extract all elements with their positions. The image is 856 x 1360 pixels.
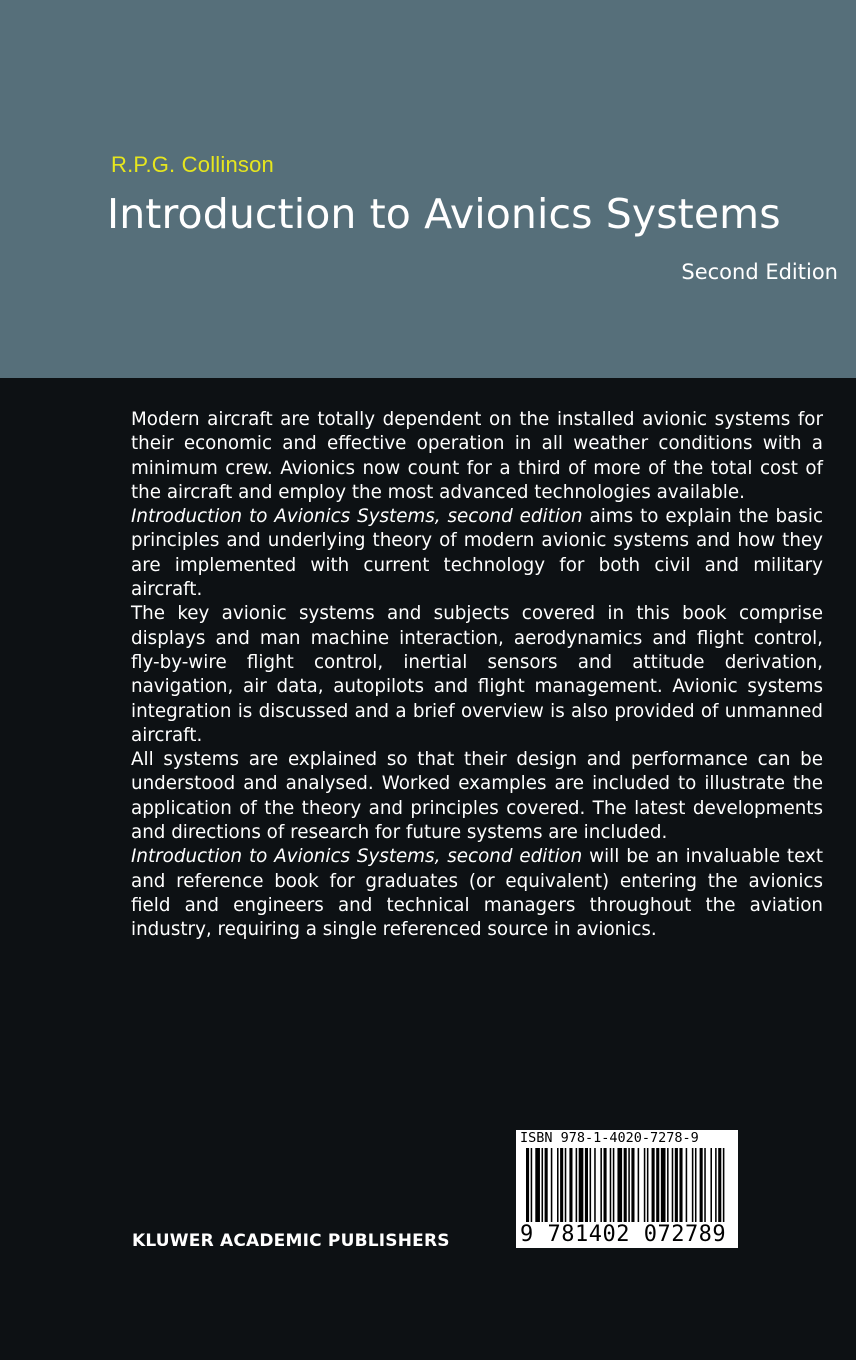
barcode-bar	[700, 1148, 703, 1230]
author-name: R.P.G. Collinson	[111, 152, 274, 177]
barcode-bar	[526, 1148, 529, 1230]
blurb-paragraph-5-text: will be an invaluable text and reference book for graduates (or equivalent) entering the avionics field and engineers and technical managers throughout the aviation industry, requiring a single referenced source in avionics.	[131, 846, 824, 941]
back-cover-blurb	[131, 408, 823, 943]
publisher-name: KLUWER ACADEMIC PUBLISHERS	[132, 1231, 450, 1251]
edition-label: Second Edition	[681, 260, 838, 284]
barcode-bar	[610, 1148, 612, 1230]
barcode-bar	[617, 1148, 622, 1230]
blurb-paragraph-5	[131, 845, 823, 942]
barcode-bar	[723, 1148, 725, 1230]
barcode-bar	[579, 1148, 584, 1230]
ean-digits: 9 781402 072789	[520, 1222, 730, 1247]
barcode-bar	[718, 1148, 721, 1230]
barcode-bar	[565, 1148, 567, 1230]
barcode-bar	[695, 1148, 697, 1230]
barcode-bar	[675, 1148, 678, 1230]
isbn-label: ISBN 978-1-4020-7278-9	[520, 1130, 699, 1146]
barcode-bar	[661, 1148, 666, 1230]
barcode-bar	[715, 1148, 717, 1230]
barcode-bar	[679, 1148, 682, 1230]
barcode-bar	[613, 1148, 615, 1230]
barcode-bar	[590, 1148, 592, 1230]
barcode-bar	[652, 1148, 655, 1230]
blurb-paragraph-3: The key avionic systems and subjects covered in this book comprise displays and man machine interaction, aerodynamics and flight control, fly-by-wire flight control, inertial sensors and attitude derivation, navigation, air data, autopilots and flight management. Avionic systems integration is discussed and a brief overview is also provided of unmanned aircraft.	[131, 603, 823, 746]
isbn-barcode	[516, 1130, 738, 1248]
barcode-bar	[686, 1148, 688, 1230]
blurb-paragraph-2-text: aims to explain the basic principles and underlying theory of modern avionic systems and how they are implemented with current technology for both civil and military aircraft.	[131, 506, 823, 601]
barcode-bar	[656, 1148, 659, 1230]
barcode-bar	[628, 1148, 630, 1230]
blurb-paragraph-1: Modern aircraft are totally dependent on the installed avionic systems for their economic and effective operation in all weather conditions with a minimum crew. Avionics now count for a third of more of the total cost of the aircraft and employ the most advanced technologies available.	[131, 409, 823, 503]
barcode-bar	[535, 1148, 540, 1230]
barcode-bar	[531, 1148, 533, 1230]
barcode-bars	[526, 1148, 728, 1230]
barcode-bar	[624, 1148, 627, 1230]
barcode-bar	[667, 1148, 669, 1230]
barcode-bar	[631, 1148, 634, 1230]
barcode-bar	[672, 1148, 674, 1230]
book-title: Introduction to Avionics Systems	[107, 190, 781, 238]
barcode-bar	[569, 1148, 572, 1230]
barcode-bar	[647, 1148, 649, 1230]
barcode-bar	[557, 1148, 559, 1230]
barcode-bar	[710, 1148, 712, 1230]
barcode-bar	[594, 1148, 596, 1230]
barcode-bar	[551, 1148, 553, 1230]
barcode-bar	[560, 1148, 563, 1230]
barcode-bar	[638, 1148, 640, 1230]
blurb-paragraph-2	[131, 505, 823, 602]
barcode-bar	[576, 1148, 578, 1230]
barcode-bar	[604, 1148, 607, 1230]
barcode-bar	[704, 1148, 706, 1230]
barcode-bar	[542, 1148, 544, 1230]
blurb-paragraph-4: All systems are explained so that their design and performance can be understood and analysed. Worked examples are included to illustrate the application of the theory and principles covered. The latest developments and directions of research for future systems are included.	[131, 749, 823, 844]
blurb-title-reference: Introduction to Avionics Systems, second edition	[131, 506, 583, 528]
barcode-bar	[545, 1148, 548, 1230]
blurb-title-reference: Introduction to Avionics Systems, second edition	[131, 846, 583, 868]
barcode-bar	[692, 1148, 694, 1230]
barcode-bar	[644, 1148, 646, 1230]
cover-top-band	[0, 0, 856, 378]
barcode-bar	[600, 1148, 602, 1230]
barcode-bar	[585, 1148, 588, 1230]
